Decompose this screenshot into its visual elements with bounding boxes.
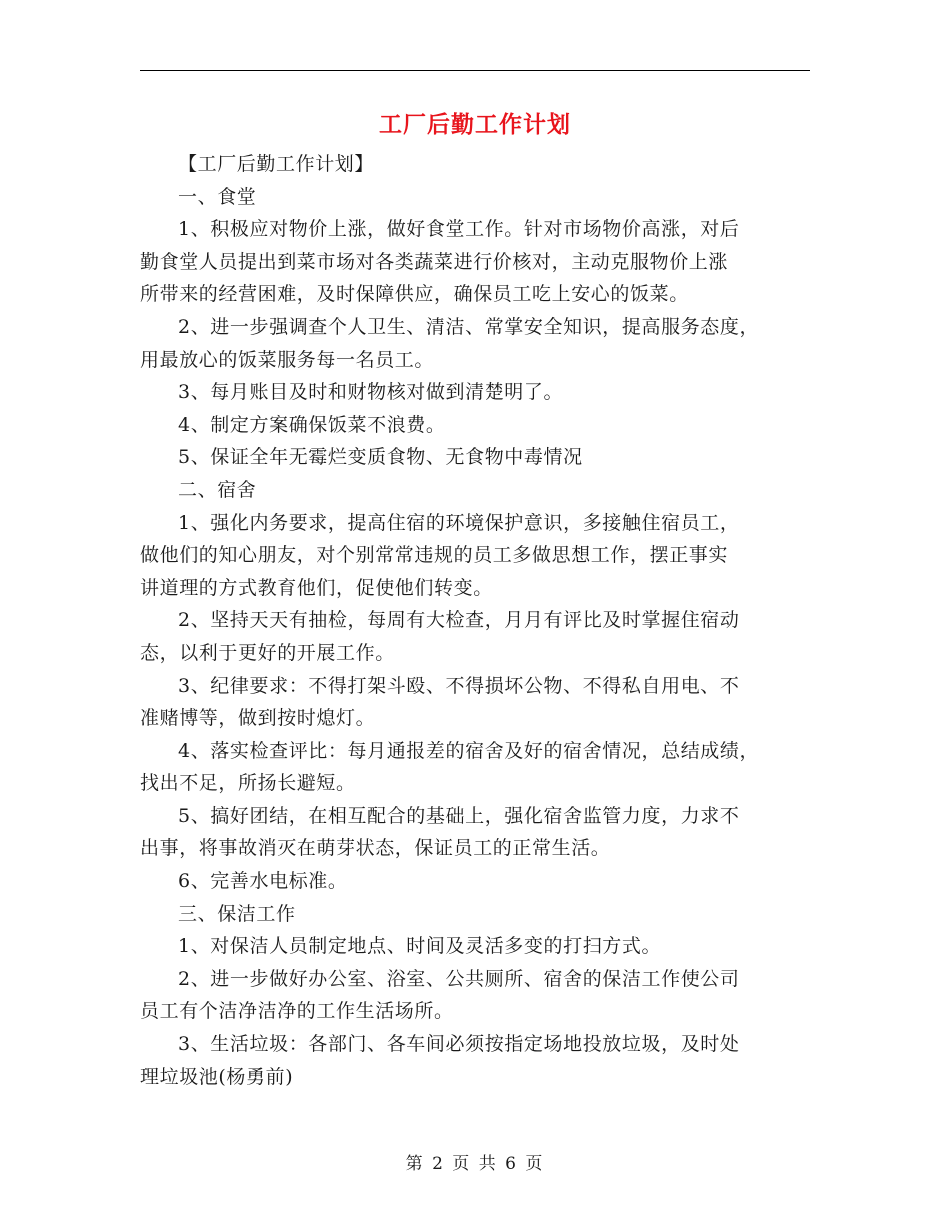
- paragraph: 1、强化内务要求，提高住宿的环境保护意识，多接触住宿员工， 做他们的知心朋友，对个别常常违规的员工多做思想工作，摆正事实 讲道理的方式教育他们，促使他们转变。: [140, 511, 740, 599]
- paragraph: 4、落实检查评比：每月通报差的宿舍及好的宿舍情况，总结成绩， 找出不足，所扬长避短。: [140, 739, 760, 795]
- paragraph: 1、积极应对物价上涨，做好食堂工作。针对市场物价高涨，对后 勤食堂人员提出到菜市场对各类蔬菜进行价核对，主动克服物价上涨 所带来的经营困难，及时保障供应，确保员工吃上安心的饭菜。: [140, 218, 740, 306]
- page-number-footer: 第 2 页 共 6 页: [405, 1154, 545, 1174]
- paragraph: 4、制定方案确保饭菜不浪费。: [178, 413, 446, 436]
- paragraph: 5、保证全年无霉烂变质食物、无食物中毒情况: [178, 446, 583, 469]
- document-body: [140, 148, 815, 1093]
- section-heading-canteen: 一、食堂: [178, 185, 257, 208]
- paragraph: 3、生活垃圾：各部门、各车间必须按指定场地投放垃圾，及时处 理垃圾池(杨勇前): [140, 1033, 740, 1088]
- section-heading-dormitory: 二、宿舍: [178, 478, 257, 501]
- section-heading-cleaning: 三、保洁工作: [178, 902, 296, 925]
- paragraph-intro: 【工厂后勤工作计划】: [178, 153, 375, 175]
- paragraph: 3、每月账目及时和财物核对做到清楚明了。: [178, 381, 564, 404]
- paragraph: 2、进一步做好办公室、浴室、公共厕所、宿舍的保洁工作使公司 员工有个洁净洁净的工作生活场所。: [140, 967, 740, 1023]
- paragraph: 2、进一步强调查个人卫生、清洁、常掌安全知识，提高服务态度， 用最放心的饭菜服务每一名员工。: [140, 315, 760, 371]
- paragraph: 2、坚持天天有抽检，每周有大检查，月月有评比及时掌握住宿动 态，以利于更好的开展工作。: [140, 609, 740, 664]
- paragraph: 6、完善水电标准。: [178, 870, 348, 893]
- document-title: 工厂后勤工作计划: [379, 111, 571, 138]
- paragraph: 3、纪律要求：不得打架斗殴、不得损坏公物、不得私自用电、不 准赌博等，做到按时熄灯。: [140, 674, 740, 730]
- paragraph: 1、对保洁人员制定地点、时间及灵活多变的打扫方式。: [178, 935, 662, 958]
- header-rule: [140, 70, 810, 71]
- paragraph: 5、搞好团结，在相互配合的基础上，强化宿舍监管力度，力求不 出事，将事故消灭在萌芽状态，保证员工的正常生活。: [140, 804, 740, 860]
